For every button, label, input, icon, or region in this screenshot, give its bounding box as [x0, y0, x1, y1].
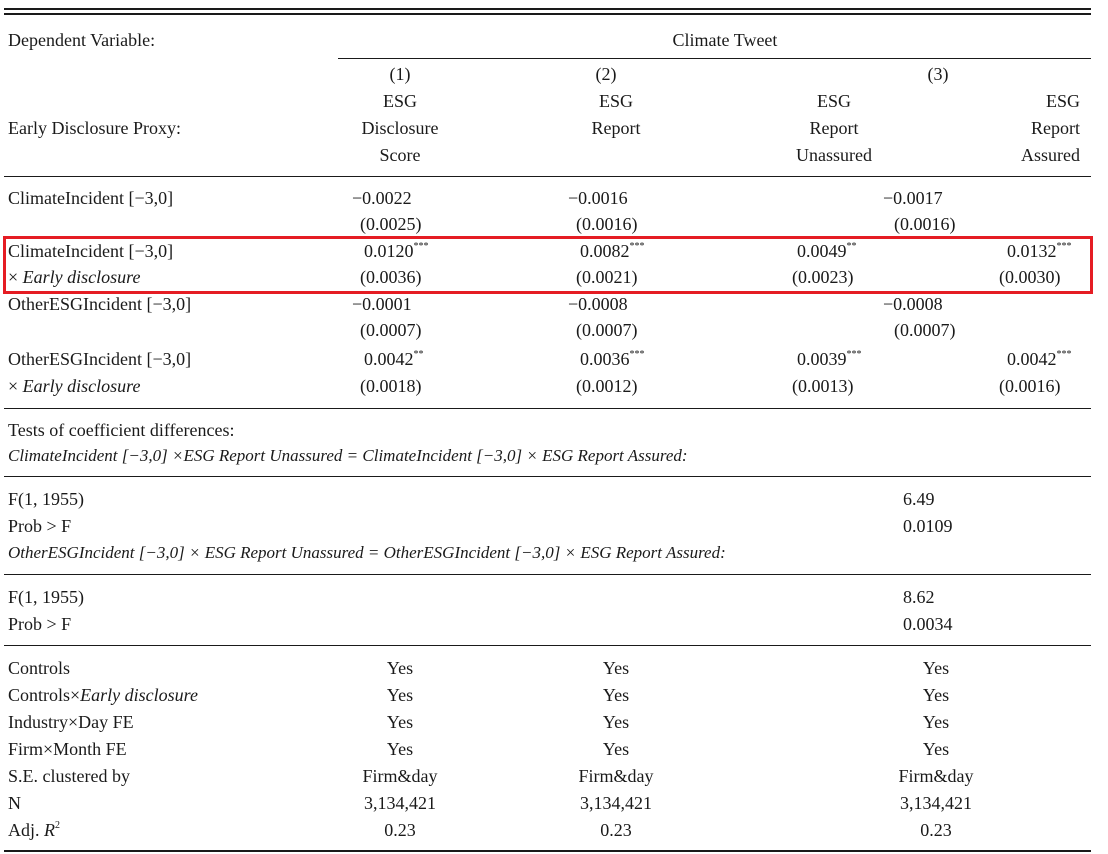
col1-head-line1: ESG — [382, 91, 417, 111]
other-x-se-1: (0.0018) — [360, 376, 422, 396]
test1-p-value: 0.0109 — [903, 516, 953, 536]
adjr2-val-1: 0.23 — [384, 820, 416, 840]
industry-fe-val-2: Yes — [602, 712, 630, 732]
col1-head-line3: Score — [379, 145, 421, 165]
controls-x-val-2: Yes — [602, 685, 630, 705]
climate-x-coef-2: 0.0082*** — [580, 241, 645, 261]
top-rule-2 — [4, 13, 1091, 15]
test2-rule — [4, 574, 1091, 575]
test2-hypothesis: OtherESGIncident [−3,0] × ESG Report Unassured = OtherESGIncident [−3,0] × ESG Report Assured: — [8, 543, 726, 562]
firm-fe-label: Firm×Month FE — [8, 739, 127, 759]
top-rule-1 — [4, 8, 1091, 10]
climate-se-1: (0.0025) — [360, 214, 422, 234]
dependent-variable-value: Climate Tweet — [672, 30, 778, 50]
firm-fe-val-3: Yes — [922, 739, 950, 759]
controls-x-label: Controls×Early disclosure — [8, 685, 198, 705]
col3b-head-line1: ESG — [1045, 91, 1080, 111]
se-val-1: Firm&day — [362, 766, 438, 786]
adjr2-val-2: 0.23 — [600, 820, 632, 840]
col1-head-line2: Disclosure — [361, 118, 439, 138]
test1-rule — [4, 476, 1091, 477]
se-val-3: Firm&day — [898, 766, 974, 786]
test1-hypothesis: ClimateIncident [−3,0] ×ESG Report Unassured = ClimateIncident [−3,0] × ESG Report Assured: — [8, 446, 688, 465]
climate-x-coef-4: 0.0132*** — [1007, 241, 1072, 261]
other-x-se-3: (0.0013) — [792, 376, 854, 396]
col2-head-line1: ESG — [598, 91, 633, 111]
proxy-label: Early Disclosure Proxy: — [8, 118, 181, 138]
climate-x-coef-3: 0.0049** — [797, 241, 857, 261]
other-x-coef-1: 0.0042** — [364, 349, 424, 369]
se-label: S.E. clustered by — [8, 766, 130, 786]
dependent-variable-label: Dependent Variable: — [8, 30, 156, 50]
test1-f-value: 6.49 — [903, 489, 935, 509]
climate-coef-2: −0.0016 — [568, 188, 628, 208]
other-se-3: (0.0007) — [894, 320, 956, 340]
row-label-other-x-line1: OtherESGIncident [−3,0] — [8, 349, 192, 369]
climate-x-se-4: (0.0030) — [999, 267, 1061, 287]
other-x-se-2: (0.0012) — [576, 376, 638, 396]
n-val-1: 3,134,421 — [364, 793, 436, 813]
other-se-1: (0.0007) — [360, 320, 422, 340]
row-label-climate-x-line1: ClimateIncident [−3,0] — [8, 241, 174, 261]
dv-underline — [338, 58, 1091, 59]
controls-val-3: Yes — [922, 658, 950, 678]
col-number-3: (3) — [927, 64, 949, 84]
test2-p-label: Prob > F — [8, 614, 72, 634]
highlight-box — [3, 236, 1093, 294]
coef-bottom-rule — [4, 408, 1091, 409]
header-bottom-rule — [4, 176, 1091, 177]
industry-fe-val-3: Yes — [922, 712, 950, 732]
climate-x-se-1: (0.0036) — [360, 267, 422, 287]
industry-fe-val-1: Yes — [386, 712, 414, 732]
test1-p-label: Prob > F — [8, 516, 72, 536]
test2-p-value: 0.0034 — [903, 614, 953, 634]
col3a-head-line1: ESG — [816, 91, 851, 111]
row-label-other-x-line2: × Early disclosure — [8, 376, 141, 396]
tests-bottom-rule — [4, 645, 1091, 646]
test2-f-label: F(1, 1955) — [8, 587, 84, 607]
col3a-head-line2: Report — [809, 118, 859, 138]
other-coef-2: −0.0008 — [568, 294, 628, 314]
test2-f-value: 8.62 — [903, 587, 935, 607]
climate-se-3: (0.0016) — [894, 214, 956, 234]
col3a-head-line3: Unassured — [796, 145, 872, 165]
se-val-2: Firm&day — [578, 766, 654, 786]
climate-x-coef-1: 0.0120*** — [364, 241, 429, 261]
col-number-1: (1) — [389, 64, 411, 84]
other-se-2: (0.0007) — [576, 320, 638, 340]
controls-label: Controls — [8, 658, 71, 678]
row-label-other: OtherESGIncident [−3,0] — [8, 294, 192, 314]
col3b-head-line2: Report — [1031, 118, 1080, 138]
other-x-se-4: (0.0016) — [999, 376, 1061, 396]
col-number-2: (2) — [595, 64, 617, 84]
controls-x-val-3: Yes — [922, 685, 950, 705]
climate-coef-3: −0.0017 — [883, 188, 943, 208]
firm-fe-val-2: Yes — [602, 739, 630, 759]
firm-fe-val-1: Yes — [386, 739, 414, 759]
col3b-head-line3: Assured — [1021, 145, 1080, 165]
other-x-coef-2: 0.0036*** — [580, 349, 645, 369]
table-bottom-rule — [4, 850, 1091, 852]
row-label-climate-x-line2: × Early disclosure — [8, 267, 141, 287]
other-x-coef-3: 0.0039*** — [797, 349, 862, 369]
climate-coef-1: −0.0022 — [352, 188, 412, 208]
other-coef-3: −0.0008 — [883, 294, 943, 314]
industry-fe-label: Industry×Day FE — [8, 712, 134, 732]
tests-heading: Tests of coefficient differences: — [8, 420, 235, 440]
other-coef-1: −0.0001 — [352, 294, 412, 314]
climate-x-se-2: (0.0021) — [576, 267, 638, 287]
n-val-2: 3,134,421 — [580, 793, 652, 813]
controls-val-1: Yes — [386, 658, 414, 678]
adjr2-val-3: 0.23 — [920, 820, 952, 840]
n-val-3: 3,134,421 — [900, 793, 972, 813]
test1-f-label: F(1, 1955) — [8, 489, 84, 509]
col2-head-line2: Report — [591, 118, 641, 138]
controls-val-2: Yes — [602, 658, 630, 678]
other-x-coef-4: 0.0042*** — [1007, 349, 1072, 369]
climate-se-2: (0.0016) — [576, 214, 638, 234]
climate-x-se-3: (0.0023) — [792, 267, 854, 287]
row-label-climate: ClimateIncident [−3,0] — [8, 188, 174, 208]
controls-x-val-1: Yes — [386, 685, 414, 705]
adjr2-label: Adj. $R^2$ — [8, 820, 60, 840]
n-label: N — [8, 793, 21, 813]
